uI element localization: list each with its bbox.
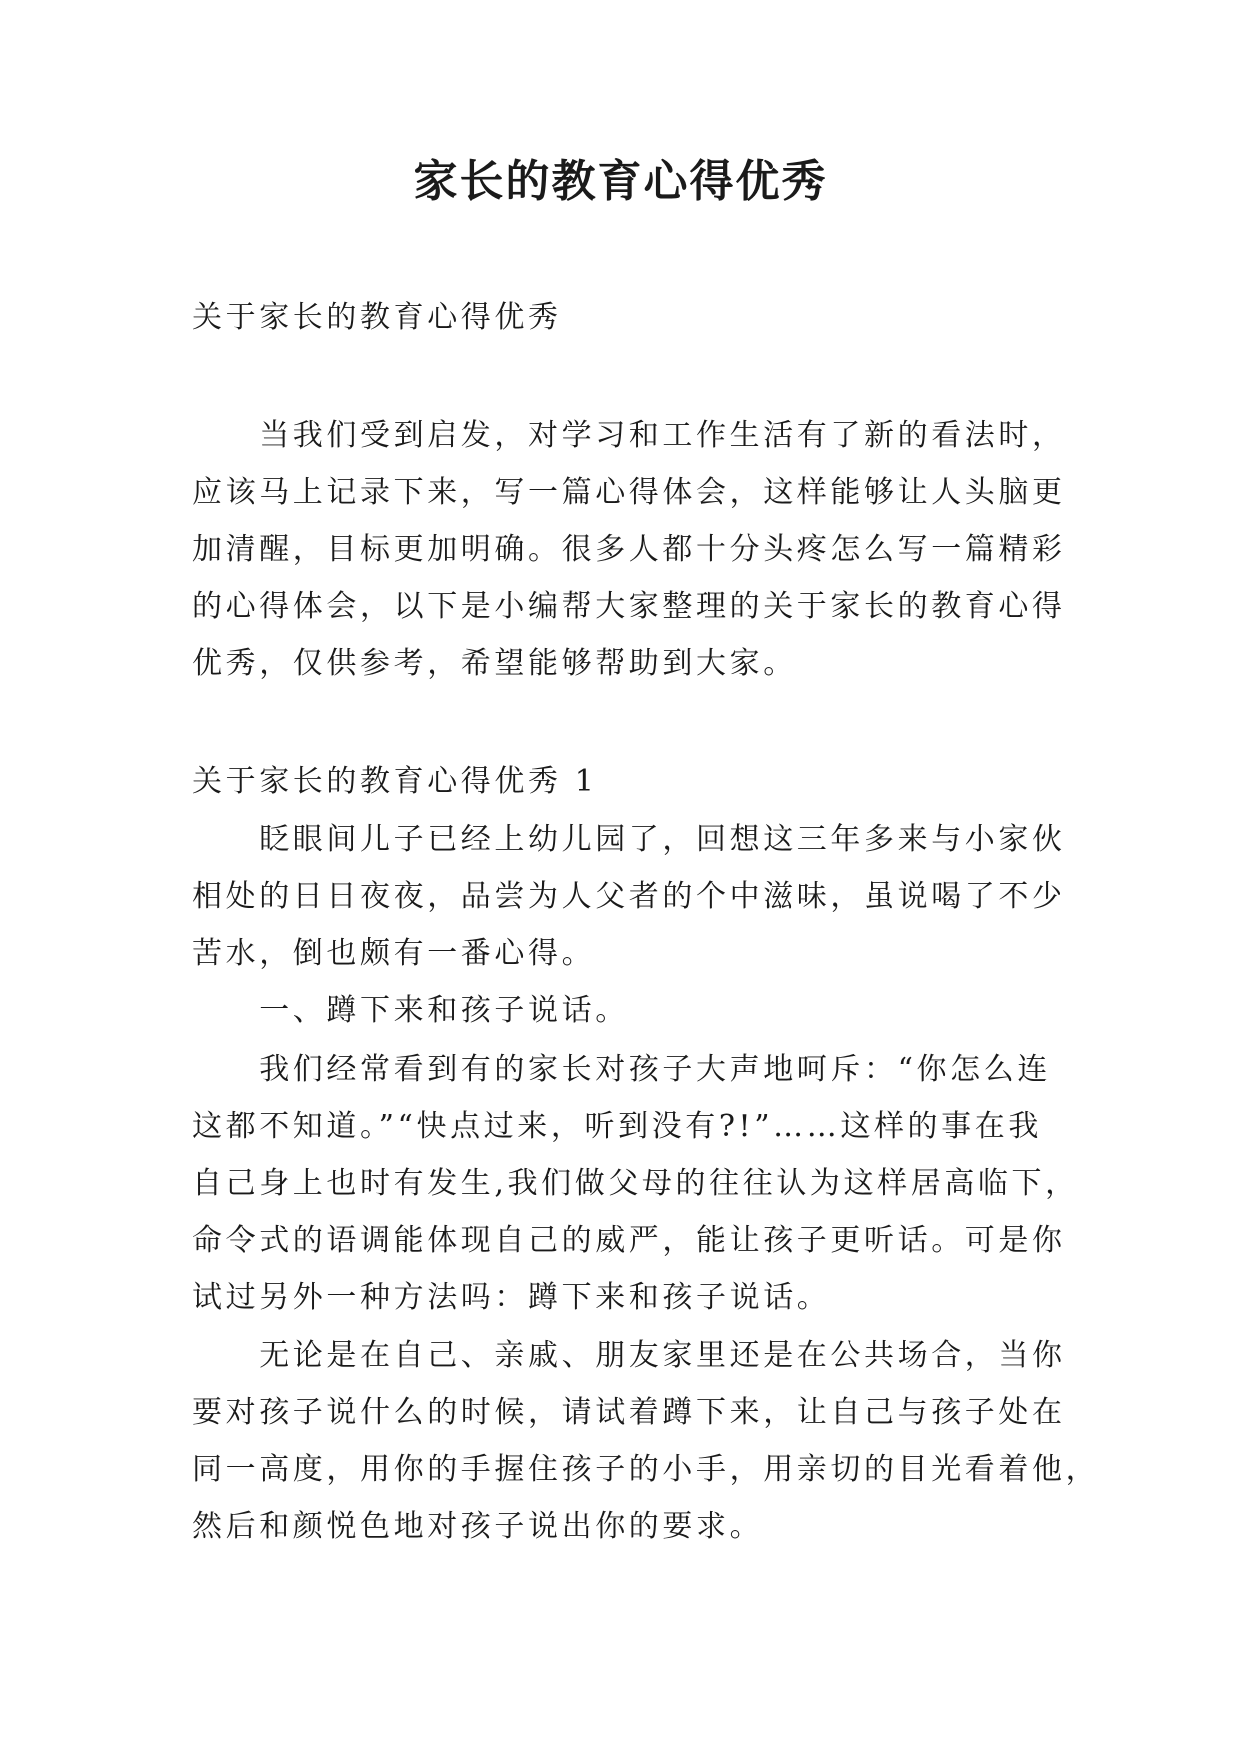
- intro-line: 优秀，仅供参考，希望能够帮助到大家。: [192, 646, 797, 681]
- body-line: 自己身上也时有发生,我们做父母的往往认为这样居高临下，: [192, 1166, 1079, 1201]
- intro-line: 当我们受到启发，对学习和工作生活有了新的看法时，: [192, 418, 1066, 453]
- body-line: 相处的日日夜夜，品尝为人父者的个中滋味，虽说喝了不少: [192, 879, 1066, 914]
- body-line: 要对孩子说什么的时候，请试着蹲下来，让自己与孩子处在: [192, 1395, 1066, 1430]
- intro-line: 加清醒，目标更加明确。很多人都十分头疼怎么写一篇精彩: [192, 532, 1066, 567]
- document-title: 家长的教育心得优秀: [413, 156, 828, 207]
- body-line: 命令式的语调能体现自己的威严，能让孩子更听话。可是你: [192, 1223, 1066, 1258]
- body-line: 无论是在自己、亲戚、朋友家里还是在公共场合，当你: [192, 1338, 1066, 1373]
- document-subtitle: 关于家长的教育心得优秀: [192, 300, 562, 335]
- intro-line: 应该马上记录下来，写一篇心得体会，这样能够让人头脑更: [192, 475, 1066, 510]
- body-line: 同一高度，用你的手握住孩子的小手，用亲切的目光看着他，: [192, 1452, 1100, 1487]
- body-line: 苦水，倒也颇有一番心得。: [192, 936, 596, 971]
- body-line: 一、蹲下来和孩子说话。: [192, 993, 629, 1028]
- body-line: 试过另外一种方法吗：蹲下来和孩子说话。: [192, 1280, 831, 1315]
- section-heading: 关于家长的教育心得优秀 1: [192, 764, 598, 799]
- body-line: 然后和颜悦色地对孩子说出你的要求。: [192, 1509, 764, 1544]
- body-line: 我们经常看到有的家长对孩子大声地呵斥：“你怎么连: [192, 1052, 1051, 1087]
- body-line: 眨眼间儿子已经上幼儿园了，回想这三年多来与小家伙: [192, 822, 1066, 857]
- body-line: 这都不知道。”“快点过来，听到没有?!”……这样的事在我: [192, 1109, 1042, 1144]
- intro-line: 的心得体会，以下是小编帮大家整理的关于家长的教育心得: [192, 589, 1066, 624]
